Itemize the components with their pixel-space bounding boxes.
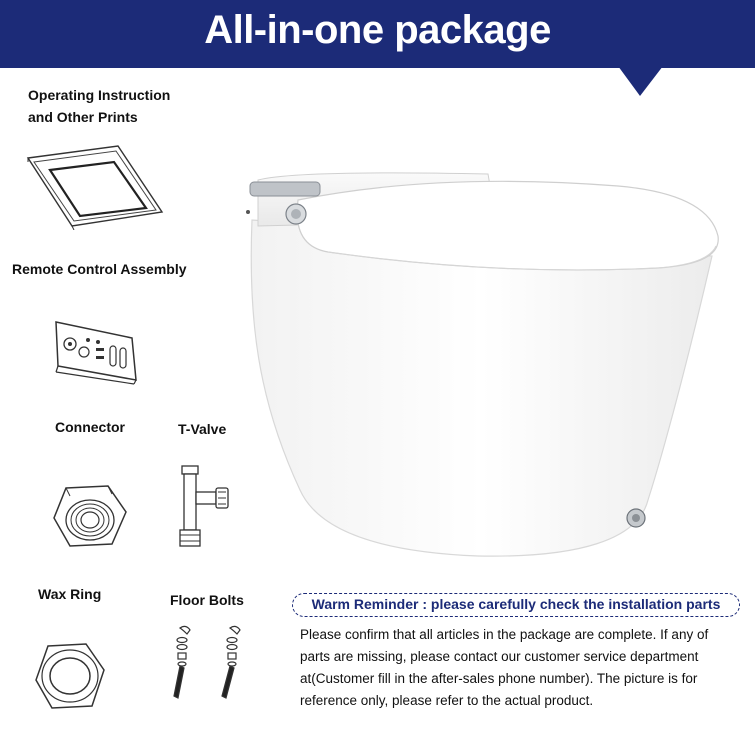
reminder-line: at(Customer fill in the after-sales phone number). The picture is for [300,671,698,686]
reminder-line: parts are missing, please contact our customer service department [300,649,699,664]
wax-ring-icon [34,640,106,710]
reminder-line: Please confirm that all articles in the package are complete. If any of [300,627,709,642]
smart-toilet-icon [238,160,728,570]
warm-reminder-title: Warm Reminder : please carefully check the installation parts [311,596,721,612]
page-title: All-in-one package [204,8,551,52]
remote-control-icon [50,316,142,386]
t-valve-icon [170,462,234,552]
reminder-body [300,624,740,712]
item-label-waxring: Wax Ring [38,586,102,602]
document-icon [22,140,172,230]
floor-bolts-icon [160,622,250,702]
warm-reminder-box [292,593,740,617]
item-label-connector: Connector [55,419,125,435]
reminder-line: reference only, please refer to the actual product. [300,693,594,708]
hex-connector-icon [50,482,130,550]
item-label-bolts: Floor Bolts [170,592,244,608]
item-label-remote: Remote Control Assembly [12,261,187,277]
item-label-tvalve: T-Valve [178,421,227,437]
item-label-prints: Operating Instruction and Other Prints [28,87,171,125]
